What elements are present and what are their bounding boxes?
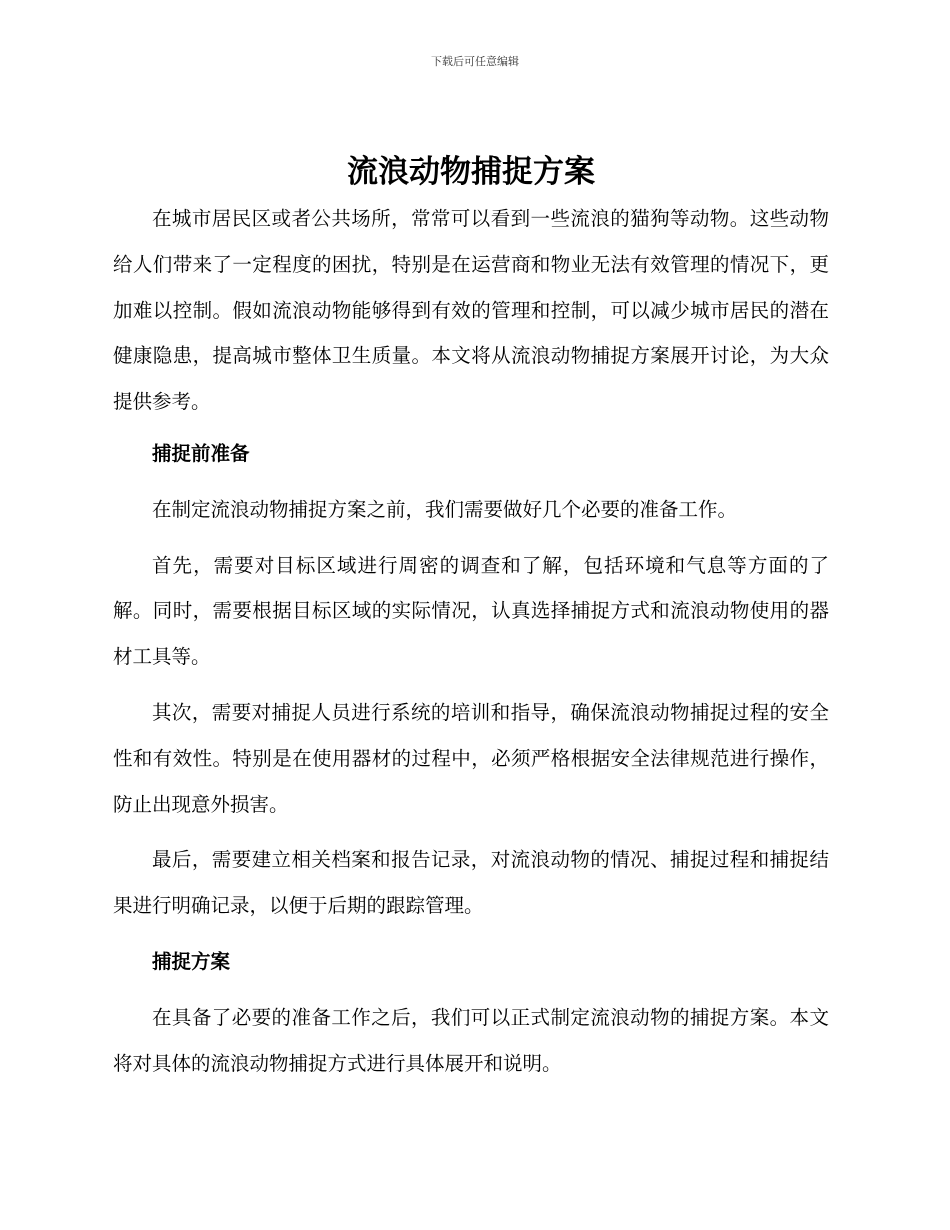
paragraph: 在制定流浪动物捕捉方案之前，我们需要做好几个必要的准备工作。 <box>152 497 738 521</box>
paragraph: 最后，需要建立相关档案和报告记录，对流浪动物的情况、捕捉过程和捕捉结果进行明确记录，以便于后期的跟踪管理。 <box>113 848 829 918</box>
document-body <box>113 150 829 1096</box>
section-heading-plan: 捕捉方案 <box>152 949 231 973</box>
section-heading-preparation: 捕捉前准备 <box>152 441 250 465</box>
intro-paragraph: 在城市居民区或者公共场所，常常可以看到一些流浪的猫狗等动物。这些动物给人们带来了一定程度的困扰，特别是在运营商和物业无法有效管理的情况下，更加难以控制。假如流浪动物能够得到有效的管理和控制，可以减少城市居民的潜在健康隐患，提高城市整体卫生质量。本文将从流浪动物捕捉方案展开讨论，为大众提供参考。 <box>113 207 829 414</box>
page-title: 流浪动物捕捉方案 <box>347 154 595 190</box>
paragraph: 在具备了必要的准备工作之后，我们可以正式制定流浪动物的捕捉方案。本文将对具体的流浪动物捕捉方式进行具体展开和说明。 <box>113 1005 829 1075</box>
paragraph: 其次，需要对捕捉人员进行系统的培训和指导，确保流浪动物捕捉过程的安全性和有效性。特别是在使用器材的过程中，必须严格根据安全法律规范进行操作，防止出现意外损害。 <box>113 700 829 816</box>
page-header: 下载后可任意编辑 <box>431 55 519 68</box>
paragraph: 首先，需要对目标区域进行周密的调查和了解，包括环境和气息等方面的了解。同时，需要根据目标区域的实际情况，认真选择捕捉方式和流浪动物使用的器材工具等。 <box>113 553 829 669</box>
